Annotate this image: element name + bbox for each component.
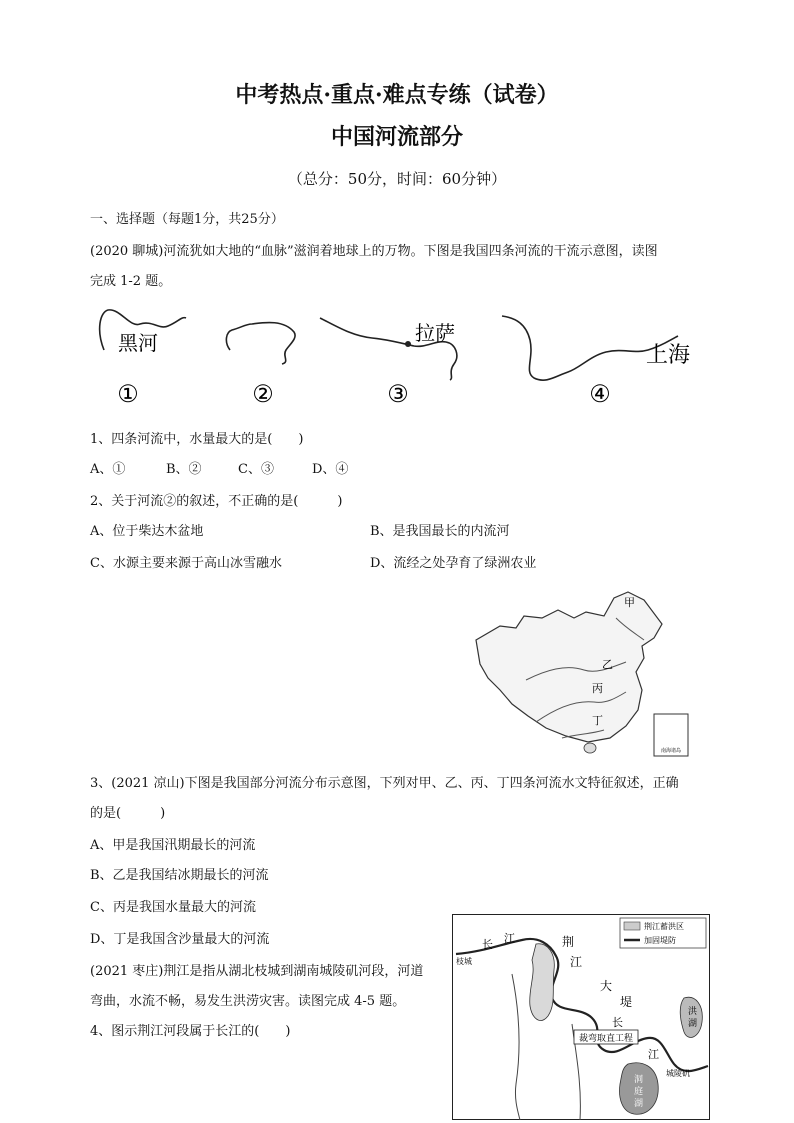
q3-option-b[interactable]: B、乙是我国结冰期最长的河流 — [90, 868, 269, 883]
label-dong: 洞 — [634, 1075, 644, 1085]
river-label-shanghai: 上海 — [646, 343, 691, 368]
jingjiang-map — [452, 914, 710, 1120]
question-3-stem-cont: 的是( ) — [90, 806, 166, 821]
river-number-2: ② — [252, 380, 274, 408]
label-ting: 庭 — [634, 1087, 644, 1097]
legend-flood-area: 荆江蓄洪区 — [644, 922, 684, 931]
flood-storage-area — [530, 944, 555, 1021]
q45-intro-line: (2021 枣庄)荆江是指从湖北枝城到湖南城陵矶河段，河道 — [90, 964, 424, 979]
label-jiang-2: 江 — [570, 955, 583, 969]
question-1-stem: 1、四条河流中，水量最大的是( ) — [90, 432, 304, 447]
label-da: 大 — [600, 979, 613, 993]
label-hong: 洪 — [688, 1007, 698, 1017]
map-label-jia: 甲 — [624, 596, 635, 609]
river-number-1: ① — [117, 380, 139, 408]
q45-intro-line: 弯曲，水流不畅，易发生洪涝灾害。读图完成 4-5 题。 — [90, 994, 406, 1009]
q1-option-b[interactable]: B、② — [166, 462, 202, 477]
intro-line: 完成 1-2 题。 — [90, 274, 172, 289]
map-label-bing: 丙 — [592, 682, 603, 695]
exam-subtitle: 中国河流部分 — [330, 124, 463, 150]
label-chang-2: 长 — [612, 1016, 623, 1029]
legend-swatch-flood-area — [624, 922, 640, 930]
label-chenglingji: 城陵矶 — [666, 1069, 690, 1078]
inset-label: 南海诸岛 — [660, 748, 682, 754]
map-label-ding: 丁 — [592, 714, 603, 727]
q2-option-b[interactable]: B、是我国最长的内流河 — [370, 524, 510, 539]
river-label-lhasa: 拉萨 — [415, 321, 455, 345]
label-di: 堤 — [620, 995, 633, 1009]
q1-option-d[interactable]: D、④ — [312, 462, 349, 477]
honghu-lake — [680, 997, 702, 1037]
intro-line: (2020 聊城)河流犹如大地的“血脉”滋润着地球上的万物。下图是我国四条河流的干流示意图，读图 — [90, 244, 658, 259]
q2-option-a[interactable]: A、位于柴达木盆地 — [90, 524, 204, 539]
lhasa-city-dot — [405, 341, 411, 347]
exam-meta: （总分：50分，时间：60分钟） — [287, 170, 507, 188]
label-chang: 长 — [482, 938, 493, 951]
question-3-stem: 3、(2021 凉山)下图是我国部分河流分布示意图，下列对甲、乙、丙、丁四条河流水文特征叙述，正确 — [90, 776, 679, 791]
q1-option-c[interactable]: C、③ — [238, 462, 274, 477]
q1-option-a[interactable]: A、① — [90, 462, 126, 477]
label-jiang: 江 — [504, 932, 515, 945]
section-heading: 一、选择题（每题1分，共25分） — [90, 212, 284, 227]
river-label-heihe: 黑河 — [118, 331, 158, 355]
china-outline — [476, 592, 662, 742]
legend-levee: 加固堤防 — [644, 936, 676, 945]
label-hu: 湖 — [688, 1019, 698, 1029]
four-rivers-figure — [90, 300, 710, 410]
river-number-4: ④ — [589, 380, 611, 408]
q3-option-a[interactable]: A、甲是我国汛期最长的河流 — [90, 838, 256, 853]
exam-title: 中考热点·重点·难点专练（试卷） — [235, 82, 559, 108]
q3-option-d[interactable]: D、丁是我国含沙量最大的河流 — [90, 932, 270, 947]
river-2-path — [226, 322, 295, 364]
q2-option-d[interactable]: D、流经之处孕育了绿洲农业 — [370, 556, 537, 571]
hainan-island — [584, 743, 596, 753]
river-number-3: ③ — [387, 380, 409, 408]
label-straightening-project: 裁弯取直工程 — [578, 1034, 634, 1044]
question-2-stem: 2、关于河流②的叙述，不正确的是( ) — [90, 494, 343, 509]
label-jiang-3: 江 — [648, 1048, 659, 1061]
q3-option-c[interactable]: C、丙是我国水量最大的河流 — [90, 900, 256, 915]
label-jing: 荆 — [562, 935, 575, 949]
china-rivers-map — [466, 588, 700, 758]
label-hu-2: 湖 — [634, 1099, 644, 1109]
question-4-stem: 4、图示荆江河段属于长江的( ) — [90, 1024, 291, 1039]
q2-option-c[interactable]: C、水源主要来源于高山冰雪融水 — [90, 556, 282, 571]
map-label-yi: 乙 — [602, 658, 613, 671]
label-zhicheng: 枝城 — [456, 957, 472, 966]
